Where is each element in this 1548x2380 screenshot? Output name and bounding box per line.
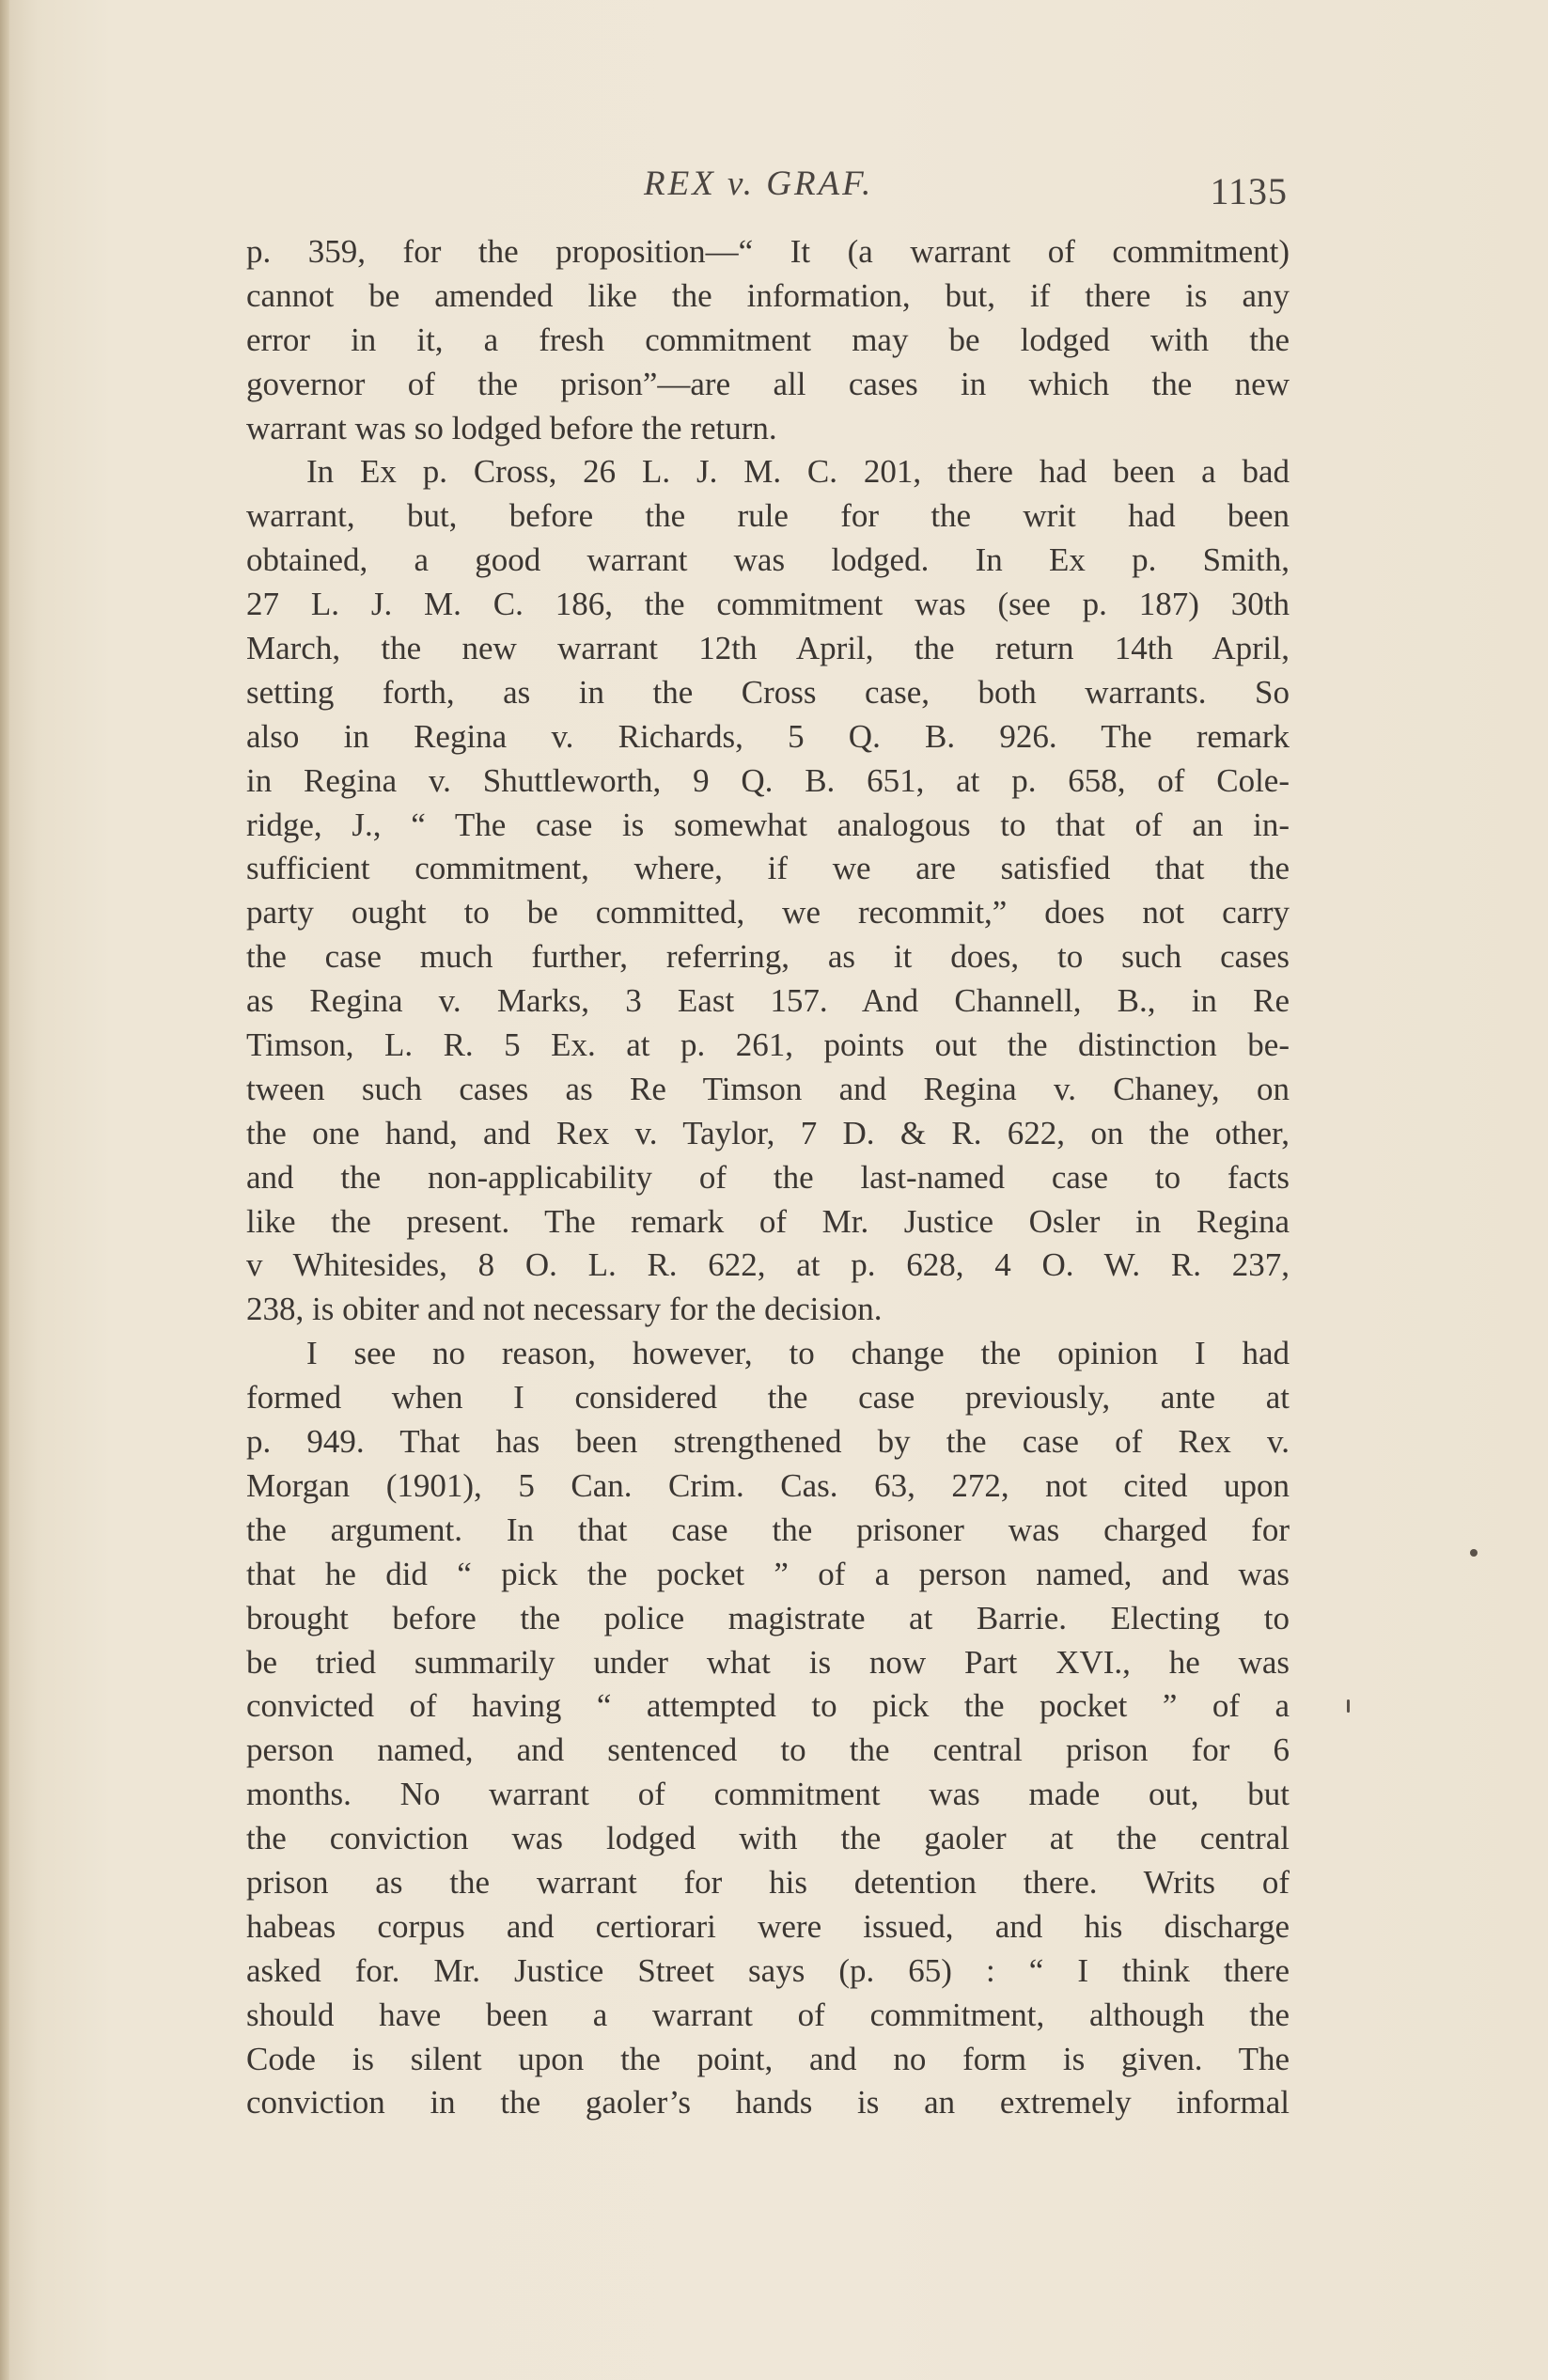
text-line: I see no reason, however, to change the opinion I had (306, 1335, 1290, 1372)
text-line: Timson, L. R. 5 Ex. at p. 261, points out the distinction be- (246, 1026, 1290, 1064)
body-text (246, 230, 1290, 2125)
text-line: habeas corpus and certiorari were issued, and his discharge (246, 1907, 1290, 1945)
text-line: convicted of having “ attempted to pick the pocket ” of a (246, 1687, 1290, 1725)
text-line: formed when I considered the case previously, ante at (246, 1379, 1290, 1417)
text-line: governor of the prison”—are all cases in which the new (246, 365, 1290, 402)
text-line: Code is silent upon the point, and no form is given. The (246, 2040, 1290, 2077)
text-line: brought before the police magistrate at Barrie. Electing to (246, 1599, 1290, 1636)
page-edge (0, 0, 9, 2380)
text-line: and the non-applicability of the last-named case to facts (246, 1158, 1290, 1196)
text-line: should have been a warrant of commitment, although the (246, 1996, 1290, 2033)
text-line: like the present. The remark of Mr. Justice Osler in Regina (246, 1202, 1290, 1240)
text-line: sufficient commitment, where, if we are satisfied that the (246, 850, 1290, 887)
text-line: tween such cases as Re Timson and Regina v. Chaney, on (246, 1070, 1290, 1107)
text-line: the one hand, and Rex v. Taylor, 7 D. & R. 622, on the other, (246, 1114, 1290, 1151)
text-line: as Regina v. Marks, 3 East 157. And Channell, B., in Re (246, 982, 1290, 1020)
text-line: prison as the warrant for his detention there. Writs of (246, 1863, 1290, 1901)
text-line: the argument. In that case the prisoner was charged for (246, 1511, 1290, 1548)
text-line: warrant was so lodged before the return. (246, 409, 777, 446)
text-line: p. 949. That has been strengthened by the case of Rex v. (246, 1423, 1290, 1461)
text-line: party ought to be committed, we recommit,” does not carry (246, 894, 1290, 932)
text-line: p. 359, for the proposition—“ It (a warrant of commitment) (246, 233, 1290, 270)
text-line: 238, is obiter and not necessary for the decision. (246, 1291, 883, 1328)
text-line: that he did “ pick the pocket ” of a person named, and was (246, 1555, 1290, 1592)
page-number: 1135 (1210, 170, 1288, 212)
text-line: the conviction was lodged with the gaoler at the central (246, 1820, 1290, 1857)
text-line: Morgan (1901), 5 Can. Crim. Cas. 63, 272, not cited upon (246, 1466, 1290, 1504)
text-line: In Ex p. Cross, 26 L. J. M. C. 201, there had been a bad (306, 453, 1290, 491)
text-line: also in Regina v. Richards, 5 Q. B. 926. The remark (246, 717, 1290, 755)
text-line: setting forth, as in the Cross case, both warrants. So (246, 673, 1290, 711)
text-line: conviction in the gaoler’s hands is an extremely informal (246, 2084, 1290, 2122)
ink-speck (1347, 1699, 1350, 1713)
text-line: obtained, a good warrant was lodged. In Ex p. Smith, (246, 541, 1290, 579)
text-line: error in it, a fresh commitment may be lodged with the (246, 321, 1290, 358)
text-line: asked for. Mr. Justice Street says (p. 65) : “ I think there (246, 1951, 1290, 1989)
text-line: March, the new warrant 12th April, the return 14th April, (246, 630, 1290, 667)
text-line: v Whitesides, 8 O. L. R. 622, at p. 628, 4 O. W. R. 237, (246, 1246, 1290, 1284)
ink-speck (1470, 1549, 1478, 1557)
page-header (244, 158, 1288, 214)
text-line: cannot be amended like the information, but, if there is any (246, 276, 1290, 314)
text-line: person named, and sentenced to the central prison for 6 (246, 1731, 1290, 1769)
text-line: in Regina v. Shuttleworth, 9 Q. B. 651, at p. 658, of Cole- (246, 761, 1290, 799)
text-line: the case much further, referring, as it does, to such cases (246, 938, 1290, 976)
text-line: months. No warrant of commitment was made out, but (246, 1776, 1290, 1813)
text-line: 27 L. J. M. C. 186, the commitment was (see p. 187) 30th (246, 586, 1290, 623)
text-line: warrant, but, before the rule for the writ had been (246, 497, 1290, 535)
text-line: be tried summarily under what is now Part XVI., he was (246, 1643, 1290, 1681)
running-head: REX v. GRAF. (644, 164, 874, 203)
text-line: ridge, J., “ The case is somewhat analogous to that of an in- (246, 806, 1290, 843)
